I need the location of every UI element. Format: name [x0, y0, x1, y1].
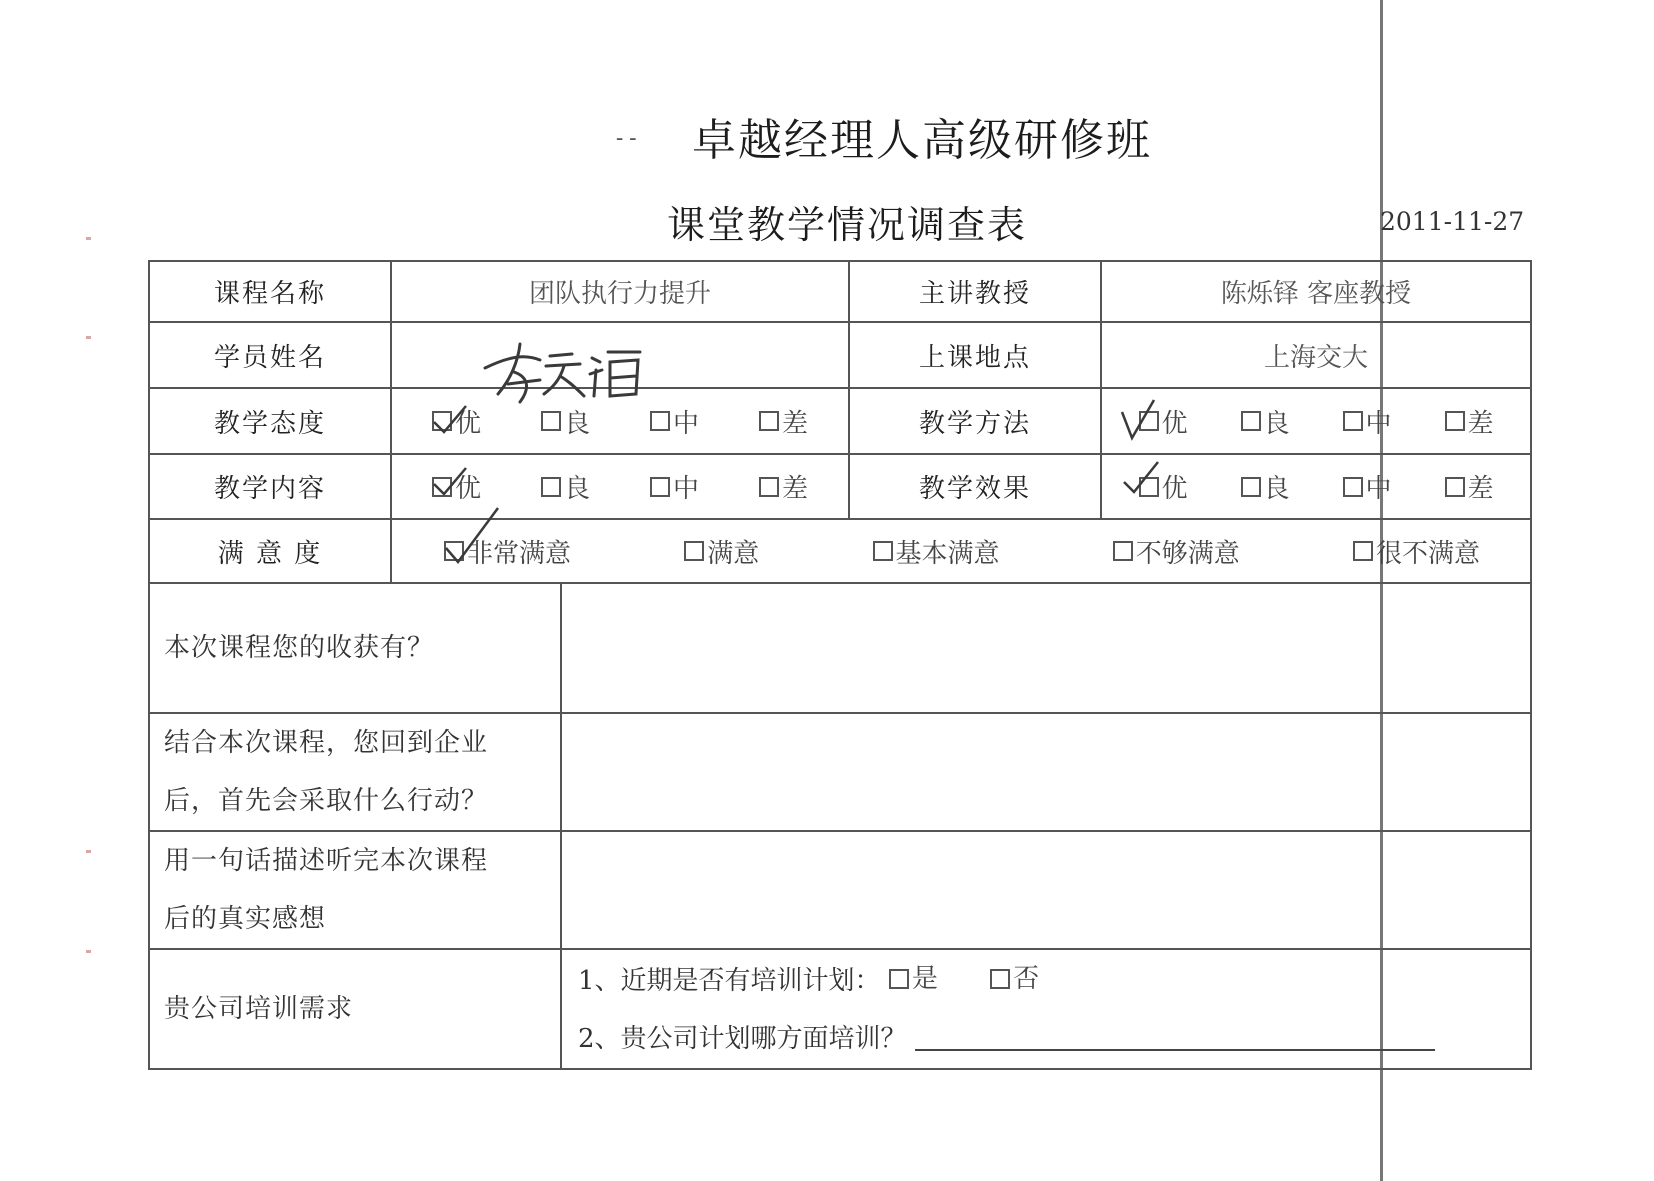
- check-mark-icon: [442, 504, 502, 568]
- checkbox-icon[interactable]: [1445, 411, 1465, 431]
- method-options: [1101, 388, 1531, 454]
- content-option-fair[interactable]: 中: [650, 468, 699, 505]
- method-option-good[interactable]: 良: [1241, 403, 1290, 440]
- check-mark-icon: [430, 402, 470, 436]
- answer-actions-field[interactable]: [561, 713, 1531, 831]
- check-mark-icon: [1120, 458, 1162, 498]
- training-plan-yes[interactable]: 是: [889, 950, 938, 1008]
- form-date: 2011-11-27: [1380, 207, 1525, 236]
- checkbox-icon[interactable]: [759, 477, 779, 497]
- satisfaction-label: 满 意 度: [149, 519, 391, 583]
- training-needs-answers: [561, 949, 1531, 1069]
- content-label: 教学内容: [149, 454, 391, 519]
- row-q1: [149, 583, 1531, 713]
- row-attitude-method: [149, 388, 1531, 454]
- professor-label: 主讲教授: [849, 261, 1101, 322]
- checkbox-icon[interactable]: [759, 411, 779, 431]
- course-name-value: 团队执行力提升: [391, 261, 849, 322]
- survey-table: [148, 260, 1532, 1070]
- scan-speck: [86, 950, 91, 953]
- location-label: 上课地点: [849, 322, 1101, 388]
- handwritten-signature: [480, 336, 650, 406]
- checkbox-icon[interactable]: [650, 477, 670, 497]
- effect-label: 教学效果: [849, 454, 1101, 519]
- form-title: 课堂教学情况调查表: [666, 203, 1027, 247]
- method-option-fair[interactable]: 中: [1343, 403, 1392, 440]
- course-name-label: 课程名称: [149, 261, 391, 322]
- check-mark-icon: [430, 464, 470, 498]
- effect-options: [1101, 454, 1531, 519]
- checkbox-icon[interactable]: [1241, 477, 1261, 497]
- checkbox-icon[interactable]: [650, 411, 670, 431]
- checkbox-icon[interactable]: [541, 477, 561, 497]
- checkbox-icon[interactable]: [541, 411, 561, 431]
- training-plan-question: 1、近期是否有培训计划： 是 否: [578, 950, 1530, 1010]
- checkbox-icon[interactable]: [1343, 477, 1363, 497]
- satisfaction-option-very-unsatisfied[interactable]: 很不满意: [1353, 533, 1480, 570]
- satisfaction-option-satisfied[interactable]: 满意: [684, 533, 759, 570]
- checkbox-icon[interactable]: [1343, 411, 1363, 431]
- training-plan-no[interactable]: 否: [990, 950, 1039, 1008]
- row-q4: [149, 949, 1531, 1069]
- checkbox-icon[interactable]: [1113, 541, 1133, 561]
- checkbox-icon[interactable]: [873, 541, 893, 561]
- check-mark-icon: [1118, 396, 1158, 442]
- checkbox-icon[interactable]: [684, 541, 704, 561]
- row-content-effect: [149, 454, 1531, 519]
- checkbox-icon[interactable]: [1445, 477, 1465, 497]
- scan-speck: [86, 336, 91, 339]
- professor-value: 陈烁铎 客座教授: [1101, 261, 1531, 322]
- satisfaction-option-very[interactable]: 非常满意: [444, 533, 571, 570]
- satisfaction-option-basic[interactable]: 基本满意: [873, 533, 1000, 570]
- effect-option-poor[interactable]: 差: [1445, 468, 1494, 505]
- answer-feelings-field[interactable]: [561, 831, 1531, 949]
- question-actions: 结合本次课程，您回到企业 后，首先会采取什么行动？: [149, 713, 561, 831]
- satisfaction-options: [391, 519, 1531, 583]
- row-student: [149, 322, 1531, 388]
- method-option-poor[interactable]: 差: [1445, 403, 1494, 440]
- attitude-option-excellent[interactable]: 优: [432, 403, 481, 440]
- row-q3: [149, 831, 1531, 949]
- effect-option-excellent[interactable]: 优: [1139, 468, 1188, 505]
- attitude-option-good[interactable]: 良: [541, 403, 590, 440]
- header-mark: --: [613, 126, 640, 151]
- training-area-question: 2、贵公司计划哪方面培训？: [578, 1010, 1530, 1068]
- checkbox-icon[interactable]: [1353, 541, 1373, 561]
- attitude-label: 教学态度: [149, 388, 391, 454]
- content-option-excellent[interactable]: 优: [432, 468, 481, 505]
- question-training-needs: 贵公司培训需求: [149, 949, 561, 1069]
- method-option-excellent[interactable]: 优: [1139, 403, 1188, 440]
- content-option-good[interactable]: 良: [541, 468, 590, 505]
- attitude-option-fair[interactable]: 中: [650, 403, 699, 440]
- row-course: [149, 261, 1531, 322]
- training-area-field[interactable]: [915, 1029, 1435, 1051]
- checkbox-icon[interactable]: [889, 969, 909, 989]
- scan-speck: [86, 850, 91, 853]
- satisfaction-option-insufficient[interactable]: 不够满意: [1113, 533, 1240, 570]
- question-gains: 本次课程您的收获有？: [149, 583, 561, 713]
- content-option-poor[interactable]: 差: [759, 468, 808, 505]
- question-feelings: 用一句话描述听完本次课程 后的真实感想: [149, 831, 561, 949]
- student-name-label: 学员姓名: [149, 322, 391, 388]
- checkbox-icon[interactable]: [1241, 411, 1261, 431]
- row-q2: [149, 713, 1531, 831]
- effect-option-good[interactable]: 良: [1241, 468, 1290, 505]
- location-value: 上海交大: [1101, 322, 1531, 388]
- answer-gains-field[interactable]: [561, 583, 1531, 713]
- page-title: 卓越经理人高级研修班: [692, 115, 1152, 166]
- effect-option-fair[interactable]: 中: [1343, 468, 1392, 505]
- attitude-option-poor[interactable]: 差: [759, 403, 808, 440]
- checkbox-icon[interactable]: [990, 969, 1010, 989]
- method-label: 教学方法: [849, 388, 1101, 454]
- row-satisfaction: [149, 519, 1531, 583]
